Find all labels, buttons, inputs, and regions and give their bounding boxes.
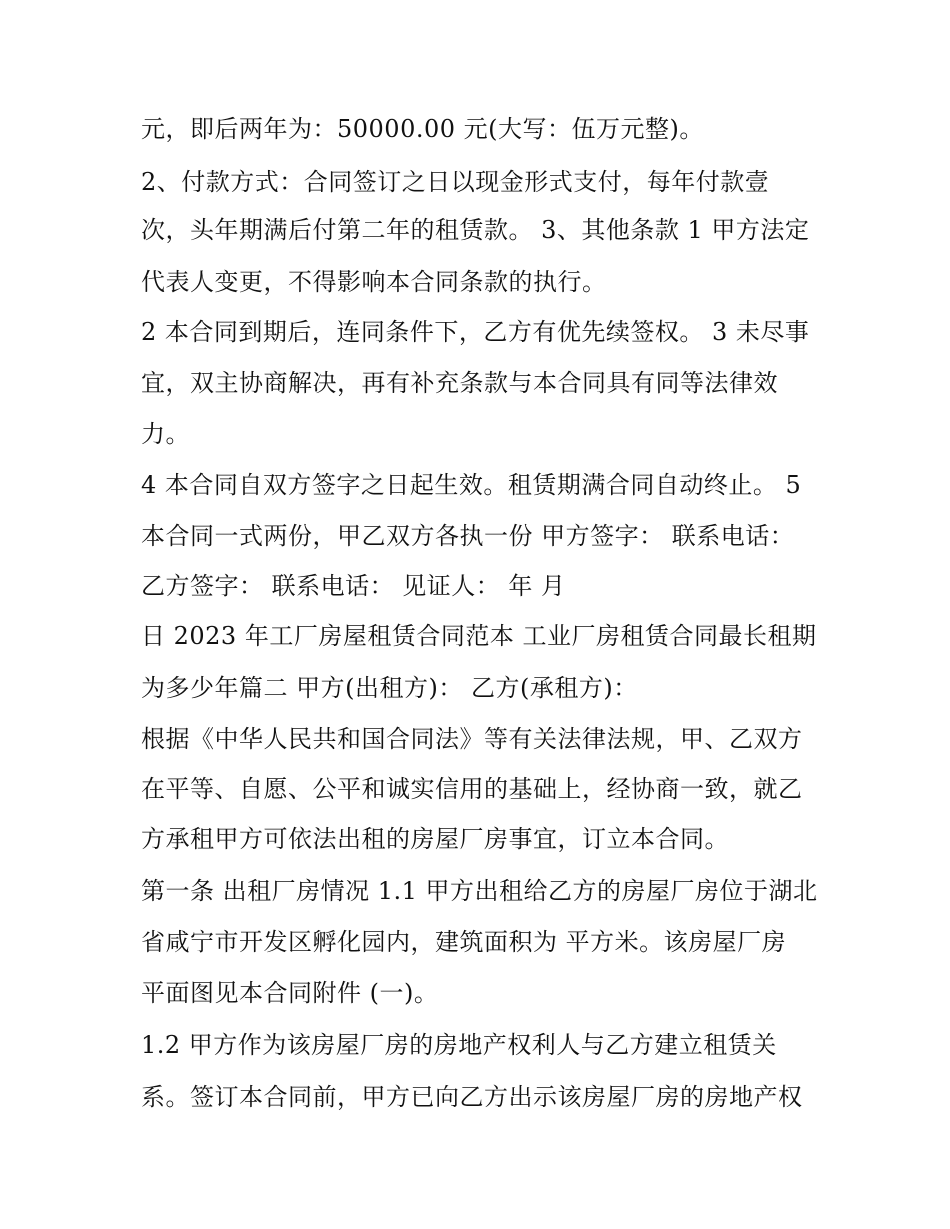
text-line: 在平等、自愿、公平和诚实信用的基础上，经协商一致，就乙 xyxy=(141,775,803,803)
text-line: 乙方签字： 联系电话： 见证人： 年 月 xyxy=(141,572,566,600)
text-line: 宜，双主协商解决，再有补充条款与本合同具有同等法律效 xyxy=(141,369,778,397)
text-line: 力。 xyxy=(141,420,190,448)
text-line: 省咸宁市开发区孵化园内，建筑面积为 平方米。该房屋厂房 xyxy=(141,928,787,956)
text-line: 次，头年期满后付第二年的租赁款。 3、其他条款 1 甲方法定 xyxy=(141,216,810,244)
text-line: 2 本合同到期后，连同条件下，乙方有优先续签权。 3 未尽事 xyxy=(141,318,810,346)
text-line: 本合同一式两份，甲乙双方各执一份 甲方签字： 联系电话： xyxy=(141,522,795,550)
text-line: 方承租甲方可依法出租的房屋厂房事宜，订立本合同。 xyxy=(141,825,729,853)
text-line: 4 本合同自双方签字之日起生效。租赁期满合同自动终止。 5 xyxy=(141,471,802,499)
text-line: 1.2 甲方作为该房屋厂房的房地产权利人与乙方建立租赁关 xyxy=(141,1031,777,1059)
text-line: 第一条 出租厂房情况 1.1 甲方出租给乙方的房屋厂房位于湖北 xyxy=(141,877,818,905)
text-line: 代表人变更，不得影响本合同条款的执行。 xyxy=(141,268,607,296)
text-line: 根据《中华人民共和国合同法》等有关法律法规，甲、乙双方 xyxy=(141,725,803,753)
text-line: 为多少年篇二 甲方(出租方)： 乙方(承租方)： xyxy=(141,674,638,702)
text-line: 系。签订本合同前，甲方已向乙方出示该房屋厂房的房地产权 xyxy=(141,1083,803,1111)
text-line: 日 2023 年工厂房屋租赁合同范本 工业厂房租赁合同最长租期 xyxy=(141,622,817,650)
text-line: 2、付款方式：合同签订之日以现金形式支付，每年付款壹 xyxy=(141,168,770,196)
text-line: 平面图见本合同附件 (一)。 xyxy=(141,979,439,1007)
text-line: 元，即后两年为：50000.00 元(大写：伍万元整)。 xyxy=(141,115,704,143)
